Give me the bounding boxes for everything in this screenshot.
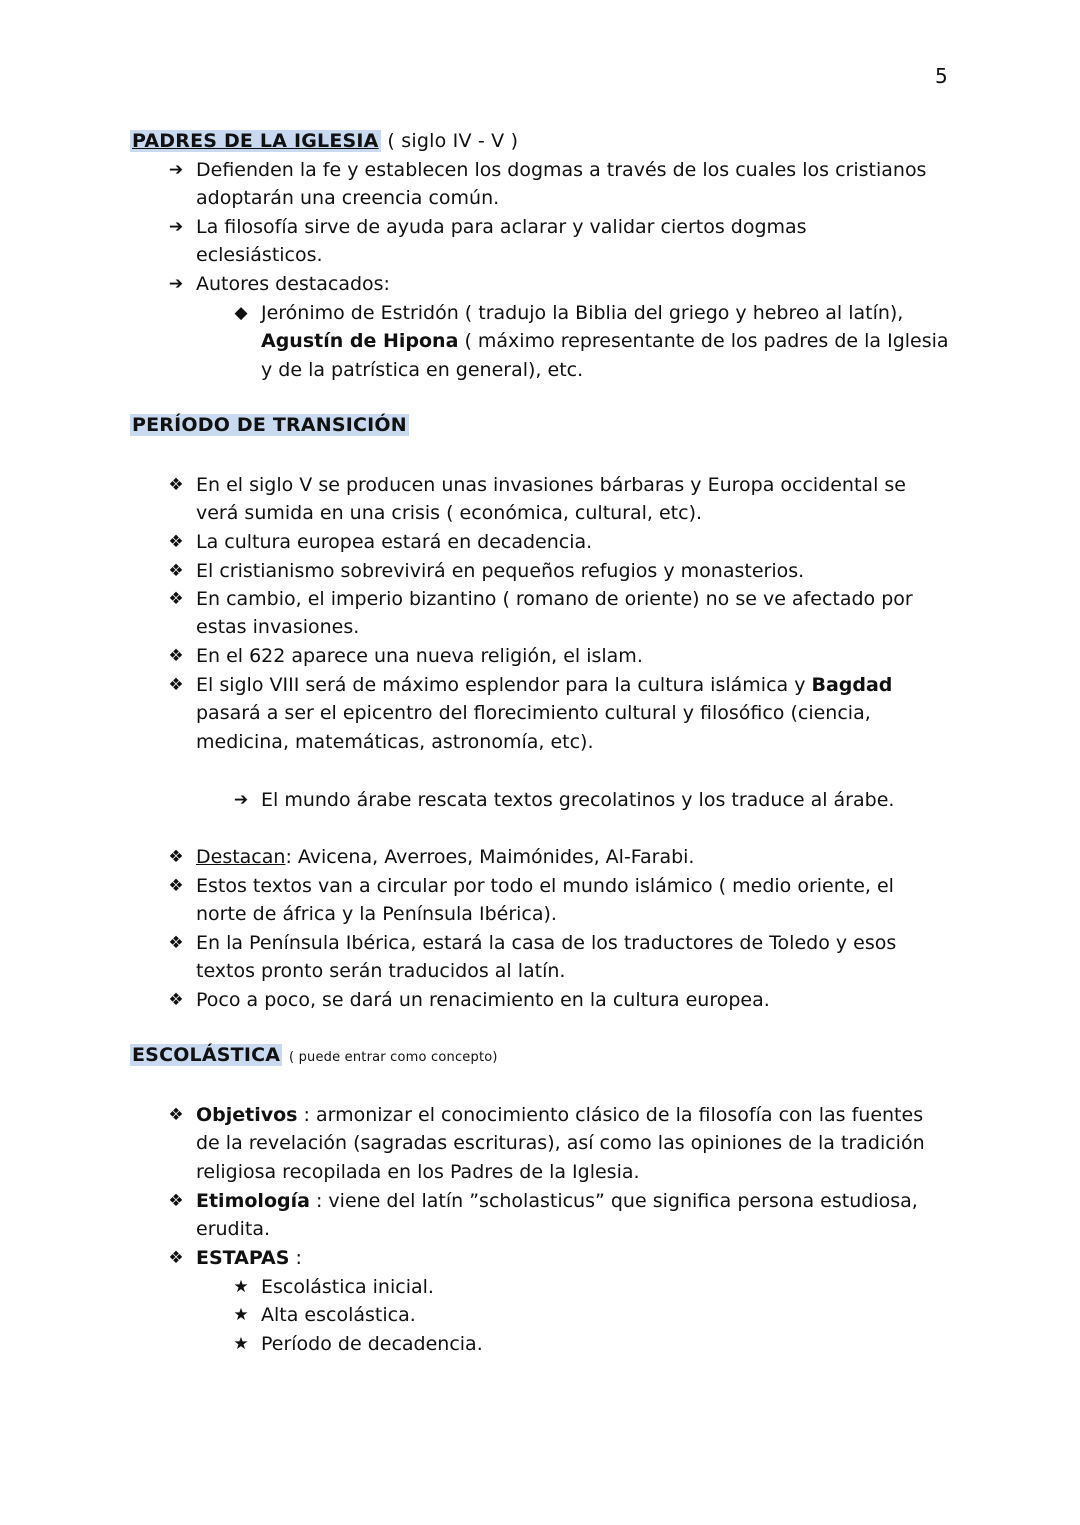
star-bullet-icon: ★ [233, 1305, 249, 1325]
diamond-cluster-bullet-icon: ❖ [168, 933, 184, 953]
diamond-cluster-bullet-icon: ❖ [168, 876, 184, 896]
list-item-cont: de la revelación (sagradas escrituras), así como las opiniones de la tradición [196, 1132, 925, 1154]
list-item [196, 1187, 918, 1215]
heading-title: PERÍODO DE TRANSICIÓN [132, 414, 407, 436]
section-heading-padres [130, 130, 518, 152]
star-bullet-icon: ★ [233, 1334, 249, 1354]
diamond-bullet-icon: ◆ [234, 303, 248, 323]
sub-list-item-cont: y de la patrística en general), etc. [261, 359, 584, 381]
section-heading-escolastica [130, 1044, 498, 1066]
list-item: Autores destacados: [196, 273, 390, 295]
list-item-cont: norte de áfrica y la Península Ibérica). [196, 903, 557, 925]
list-item: En cambio, el imperio bizantino ( romano de oriente) no se ve afectado por [196, 588, 913, 610]
diamond-cluster-bullet-icon: ❖ [168, 1248, 184, 1268]
list-item: En el 622 aparece una nueva religión, el islam. [196, 645, 643, 667]
list-item-cont: verá sumida en una crisis ( económica, cultural, etc). [196, 502, 703, 524]
heading-subtitle: ( siglo IV - V ) [387, 130, 519, 152]
list-item-cont: estas invasiones. [196, 616, 360, 638]
list-item: En la Península Ibérica, estará la casa de los traductores de Toledo y esos [196, 932, 897, 954]
list-item [196, 1101, 923, 1129]
arrow-bullet-icon: ➔ [168, 217, 184, 237]
list-item: El cristianismo sobrevivirá en pequeños refugios y monasterios. [196, 560, 805, 582]
heading-note: ( puede entrar como concepto) [288, 1050, 498, 1065]
list-item-cont: adoptarán una creencia común. [196, 187, 500, 209]
sub-list-item: El mundo árabe rescata textos grecolatinos y los traduce al árabe. [261, 789, 895, 811]
list-item-cont: medicina, matemáticas, astronomía, etc). [196, 731, 594, 753]
list-item: En el siglo V se producen unas invasiones bárbaras y Europa occidental se [196, 474, 906, 496]
bold-label: ESTAPAS [196, 1247, 290, 1269]
list-item: Defienden la fe y establecen los dogmas a través de los cuales los cristianos [196, 159, 927, 181]
page-number: 5 [935, 64, 948, 88]
diamond-cluster-bullet-icon: ❖ [168, 675, 184, 695]
arrow-bullet-icon: ➔ [168, 160, 184, 180]
list-item: Poco a poco, se dará un renacimiento en la cultura europea. [196, 989, 770, 1011]
arrow-bullet-icon: ➔ [168, 274, 184, 294]
diamond-cluster-bullet-icon: ❖ [168, 646, 184, 666]
heading-title: PADRES DE LA IGLESIA [132, 130, 379, 152]
section-heading-transicion [130, 414, 409, 436]
text-rest: ( máximo representante de los padres de la Iglesia [458, 330, 949, 352]
diamond-cluster-bullet-icon: ❖ [168, 532, 184, 552]
list-item-cont: erudita. [196, 1218, 271, 1240]
heading-title: ESCOLÁSTICA [132, 1044, 281, 1066]
list-item [196, 671, 892, 699]
list-item-cont: religiosa recopilada en los Padres de la Iglesia. [196, 1161, 640, 1183]
diamond-cluster-bullet-icon: ❖ [168, 990, 184, 1010]
stage-item: Alta escolástica. [261, 1304, 416, 1326]
list-item: La cultura europea estará en decadencia. [196, 531, 593, 553]
underlined-label: Destacan [196, 846, 286, 868]
list-item: La filosofía sirve de ayuda para aclarar y validar ciertos dogmas [196, 216, 807, 238]
bold-term: Bagdad [811, 674, 893, 696]
list-item-cont: textos pronto serán traducidos al latín. [196, 960, 566, 982]
bold-label: Etimología [196, 1190, 310, 1212]
sub-list-item: Jerónimo de Estridón ( tradujo la Biblia del griego y hebreo al latín), [261, 302, 904, 324]
text-rest: : armonizar el conocimiento clásico de la filosofía con las fuentes [297, 1104, 924, 1126]
list-item [196, 843, 694, 871]
bold-term: Agustín de Hipona [261, 330, 459, 352]
star-bullet-icon: ★ [233, 1277, 249, 1297]
diamond-cluster-bullet-icon: ❖ [168, 561, 184, 581]
list-item [196, 1244, 302, 1272]
list-item-cont: eclesiásticos. [196, 244, 323, 266]
arrow-bullet-icon: ➔ [233, 790, 249, 810]
text-pre: El siglo VIII será de máximo esplendor para la cultura islámica y [196, 674, 812, 696]
stage-item: Escolástica inicial. [261, 1276, 434, 1298]
sub-list-item-cont [261, 327, 949, 355]
text-rest: : [289, 1247, 302, 1269]
stage-item: Período de decadencia. [261, 1333, 483, 1355]
text-rest: : viene del latín ”scholasticus” que significa persona estudiosa, [309, 1190, 918, 1212]
diamond-cluster-bullet-icon: ❖ [168, 589, 184, 609]
diamond-cluster-bullet-icon: ❖ [168, 847, 184, 867]
bold-label: Objetivos [196, 1104, 298, 1126]
diamond-cluster-bullet-icon: ❖ [168, 1105, 184, 1125]
text-rest: : Avicena, Averroes, Maimónides, Al-Farabi. [285, 846, 695, 868]
list-item: Estos textos van a circular por todo el mundo islámico ( medio oriente, el [196, 875, 894, 897]
diamond-cluster-bullet-icon: ❖ [168, 1191, 184, 1211]
list-item-cont: pasará a ser el epicentro del florecimiento cultural y filosófico (ciencia, [196, 702, 871, 724]
diamond-cluster-bullet-icon: ❖ [168, 475, 184, 495]
